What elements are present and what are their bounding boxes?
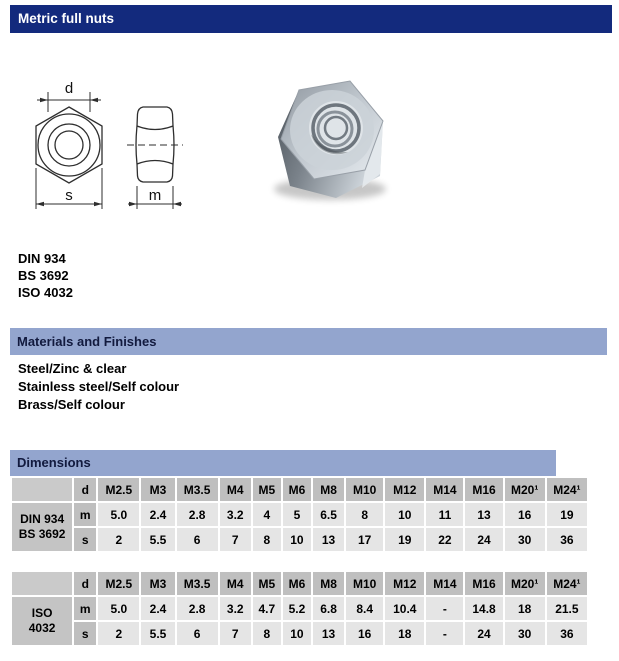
value-cell: 2 — [98, 528, 139, 551]
value-cell: 18 — [385, 622, 424, 645]
value-cell: 3.2 — [220, 503, 251, 526]
page-title: Metric full nuts — [18, 11, 115, 26]
value-cell: 2.8 — [177, 597, 218, 620]
size-column-header: M3.5 — [177, 478, 218, 501]
param-label: m — [74, 503, 96, 526]
side-facet-lower — [137, 161, 173, 165]
hex-front-outline — [36, 107, 102, 183]
size-column-header: M8 — [313, 478, 344, 501]
size-column-header: M6 — [283, 572, 311, 595]
size-column-header: M2.5 — [98, 572, 139, 595]
param-label: s — [74, 528, 96, 551]
dimensions-table-iso4032 — [10, 570, 589, 647]
material-item: Brass/Self colour — [18, 397, 125, 412]
d-dimension-label: d — [64, 80, 74, 97]
m-dimension-label: m — [148, 187, 162, 204]
nut-photo — [266, 74, 402, 208]
param-label: s — [74, 622, 96, 645]
thread-outer-circle — [48, 124, 90, 166]
table-corner-cell — [12, 478, 72, 501]
standard-item: DIN 934 — [18, 251, 66, 266]
size-column-header: M10 — [346, 572, 383, 595]
value-cell: 5 — [283, 503, 311, 526]
materials-header-label: Materials and Finishes — [17, 334, 157, 349]
value-cell: - — [426, 597, 463, 620]
dimensions-table-din934-bs3692 — [10, 476, 589, 553]
value-cell: 8 — [346, 503, 383, 526]
value-cell: 8 — [253, 528, 281, 551]
value-cell: 30 — [505, 622, 545, 645]
value-cell: 6.5 — [313, 503, 344, 526]
s-dimension-label: s — [65, 187, 73, 204]
value-cell: 24 — [465, 622, 502, 645]
standard-item: ISO 4032 — [18, 285, 73, 300]
value-cell: 2 — [98, 622, 139, 645]
material-item: Stainless steel/Self colour — [18, 379, 180, 394]
value-cell: 3.2 — [220, 597, 251, 620]
value-cell: 8.4 — [346, 597, 383, 620]
material-item: Steel/Zinc & clear — [18, 361, 127, 376]
value-cell: 24 — [465, 528, 502, 551]
m-arrow-left — [129, 202, 137, 207]
size-column-header: M4 — [220, 572, 251, 595]
value-cell: 6.8 — [313, 597, 344, 620]
value-cell: 10 — [283, 528, 311, 551]
value-cell: 6 — [177, 528, 218, 551]
table-row-label: DIN 934 BS 3692 — [12, 503, 72, 551]
value-cell: 22 — [426, 528, 463, 551]
size-column-header: M16 — [465, 572, 502, 595]
page-title-bar — [10, 5, 612, 33]
size-column-header: M10 — [346, 478, 383, 501]
bore-circle — [55, 131, 83, 159]
m-arrow-right — [173, 202, 181, 207]
value-cell: 5.5 — [141, 622, 174, 645]
value-cell: - — [426, 622, 463, 645]
value-cell: 5.5 — [141, 528, 174, 551]
param-label: m — [74, 597, 96, 620]
value-cell: 16 — [505, 503, 545, 526]
materials-list — [18, 360, 179, 414]
technical-drawing — [12, 56, 234, 228]
value-cell: 5.2 — [283, 597, 311, 620]
value-cell: 6 — [177, 622, 218, 645]
value-cell: 19 — [547, 503, 587, 526]
value-cell: 5.0 — [98, 597, 139, 620]
value-cell: 8 — [253, 622, 281, 645]
value-cell: 2.8 — [177, 503, 218, 526]
size-column-header: M6 — [283, 478, 311, 501]
value-cell: 13 — [313, 622, 344, 645]
dimensions-header-label: Dimensions — [17, 455, 91, 470]
value-cell: 21.5 — [547, 597, 587, 620]
size-column-header: M4 — [220, 478, 251, 501]
value-cell: 19 — [385, 528, 424, 551]
d-arrow-right — [90, 98, 98, 103]
size-column-header: M24¹ — [547, 572, 587, 595]
dimensions-section-header — [10, 450, 556, 476]
size-column-header: M5 — [253, 478, 281, 501]
value-cell: 30 — [505, 528, 545, 551]
size-column-header: M2.5 — [98, 478, 139, 501]
value-cell: 7 — [220, 622, 251, 645]
side-facet-upper — [137, 126, 173, 130]
value-cell: 13 — [313, 528, 344, 551]
size-column-header: M8 — [313, 572, 344, 595]
size-column-header: M20¹ — [505, 572, 545, 595]
value-cell: 7 — [220, 528, 251, 551]
size-column-header: M3.5 — [177, 572, 218, 595]
standards-list — [18, 250, 73, 301]
value-cell: 10 — [283, 622, 311, 645]
value-cell: 36 — [547, 622, 587, 645]
d-arrow-left — [40, 98, 48, 103]
col-header-d: d — [74, 572, 96, 595]
value-cell: 10.4 — [385, 597, 424, 620]
size-column-header: M3 — [141, 478, 174, 501]
s-arrow-right — [94, 202, 102, 207]
value-cell: 13 — [465, 503, 502, 526]
value-cell: 16 — [346, 622, 383, 645]
size-column-header: M12 — [385, 478, 424, 501]
standard-item: BS 3692 — [18, 268, 69, 283]
materials-section-header — [10, 328, 607, 355]
chamfer-circle — [38, 114, 100, 176]
table-corner-cell — [12, 572, 72, 595]
size-column-header: M16 — [465, 478, 502, 501]
size-column-header: M3 — [141, 572, 174, 595]
col-header-d: d — [74, 478, 96, 501]
s-arrow-left — [36, 202, 44, 207]
value-cell: 18 — [505, 597, 545, 620]
value-cell: 4 — [253, 503, 281, 526]
value-cell: 17 — [346, 528, 383, 551]
value-cell: 14.8 — [465, 597, 502, 620]
size-column-header: M14 — [426, 478, 463, 501]
value-cell: 4.7 — [253, 597, 281, 620]
table-row-label: ISO 4032 — [12, 597, 72, 645]
value-cell: 2.4 — [141, 503, 174, 526]
size-column-header: M24¹ — [547, 478, 587, 501]
size-column-header: M14 — [426, 572, 463, 595]
size-column-header: M12 — [385, 572, 424, 595]
value-cell: 36 — [547, 528, 587, 551]
value-cell: 10 — [385, 503, 424, 526]
value-cell: 11 — [426, 503, 463, 526]
size-column-header: M20¹ — [505, 478, 545, 501]
value-cell: 2.4 — [141, 597, 174, 620]
value-cell: 5.0 — [98, 503, 139, 526]
size-column-header: M5 — [253, 572, 281, 595]
